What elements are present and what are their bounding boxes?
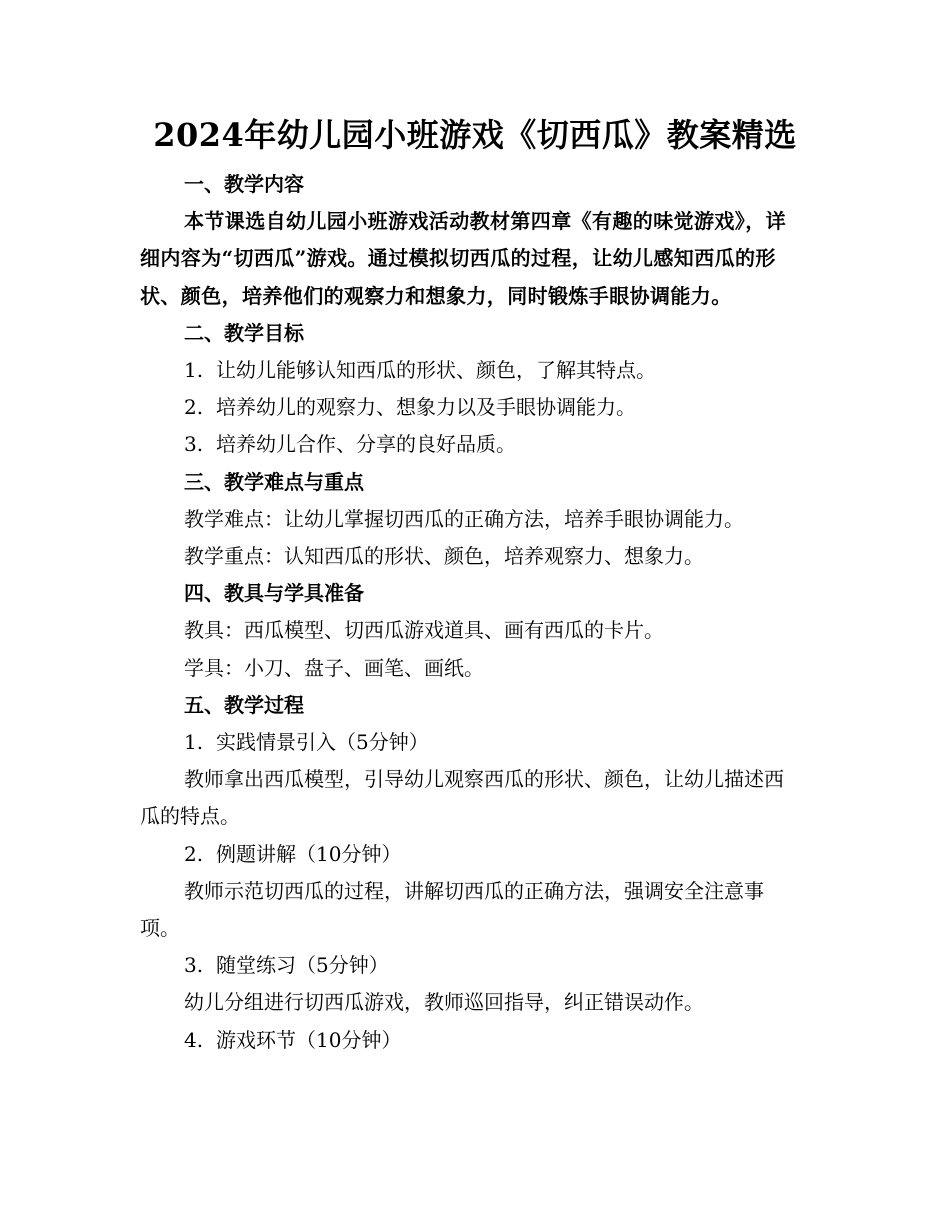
goal-item-number: 1.: [184, 358, 204, 383]
teaching-aids-line: 教具：西瓜模型、切西瓜游戏道具、画有西瓜的卡片。: [184, 618, 664, 643]
goal-item: [140, 426, 800, 463]
section-heading-materials: 四、教具与学具准备: [184, 581, 364, 606]
process-step-title-text: 例题讲解（10分钟）: [216, 841, 402, 866]
goal-item-number: 2.: [184, 395, 204, 420]
learning-aids-line: 学具：小刀、盘子、画笔、画纸。: [184, 655, 484, 680]
process-step-desc: 幼儿分组进行切西瓜游戏，教师巡回指导，纠正错误动作。: [184, 990, 704, 1015]
process-step-desc: 教师拿出西瓜模型，引导幼儿观察西瓜的形状、颜色，让幼儿描述西瓜的特点。: [140, 767, 784, 829]
process-step-number: 4.: [184, 1027, 204, 1052]
process-step-number: 1.: [184, 730, 204, 755]
difficulty-line: 教学难点：让幼儿掌握切西瓜的正确方法，培养手眼协调能力。: [184, 506, 744, 531]
section-heading-goals: 二、教学目标: [184, 320, 304, 345]
content-paragraph: 本节课选自幼儿园小班游戏活动教材第四章《有趣的味觉游戏》，详细内容为“切西瓜”游戏。通过模拟切西瓜的过程，让幼儿感知西瓜的形状、颜色，培养他们的观察力和想象力，同时锻炼手眼协调能力。: [140, 209, 786, 308]
process-step-number: 2.: [184, 841, 204, 866]
process-step-desc: 教师示范切西瓜的过程，讲解切西瓜的正确方法，强调安全注意事项。: [140, 878, 764, 941]
process-step-title-text: 实践情景引入（5分钟）: [216, 730, 429, 755]
process-step-title: [140, 947, 800, 984]
section-heading-difficulties: 三、教学难点与重点: [184, 469, 364, 494]
key-point-line: 教学重点：认知西瓜的形状、颜色，培养观察力、想象力。: [184, 544, 704, 569]
goal-item-number: 3.: [184, 432, 204, 457]
process-step-title-text: 随堂练习（5分钟）: [216, 953, 389, 978]
document-title: 2024年幼儿园小班游戏《切西瓜》教案精选: [153, 116, 797, 154]
goal-item-text: 培养幼儿的观察力、想象力以及手眼协调能力。: [216, 395, 636, 420]
goal-item-text: 让幼儿能够认知西瓜的形状、颜色，了解其特点。: [216, 358, 656, 383]
section-heading-process: 五、教学过程: [184, 692, 304, 717]
section-heading-content: 一、教学内容: [184, 172, 304, 196]
process-step-title: [140, 724, 800, 761]
document-body: [140, 166, 800, 1059]
goal-item: [140, 389, 800, 426]
process-step-title: [140, 836, 800, 873]
goal-item: [140, 352, 800, 389]
process-step-number: 3.: [184, 953, 204, 978]
process-step-title: [140, 1022, 800, 1059]
goal-item-text: 培养幼儿合作、分享的良好品质。: [216, 432, 516, 457]
process-step-title-text: 游戏环节（10分钟）: [216, 1027, 402, 1052]
